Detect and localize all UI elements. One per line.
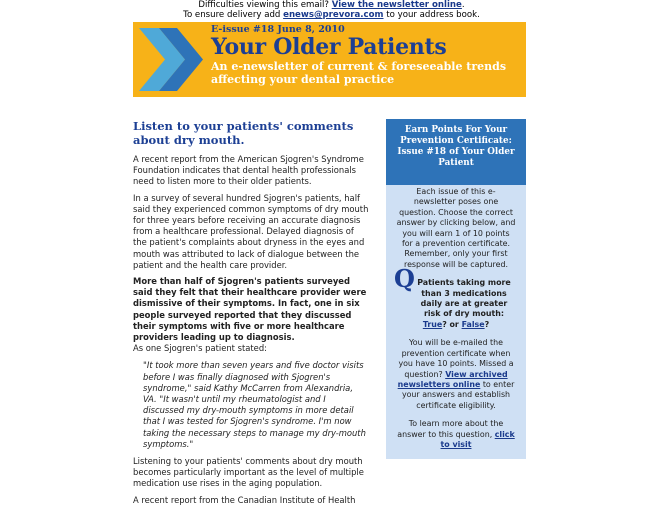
newsletter-subtitle: An e-newsletter of current & foreseeable trends affecting your dental practice: [211, 60, 507, 86]
points-sidebar: [386, 119, 526, 459]
certificate-notice: You will be e-mailed the prevention certificate when you have 10 points. Missed a question? View archived newsletters online to enter your answers and establish certificate eligibility.: [397, 338, 515, 410]
article-paragraph-5: A recent report from the Canadian Institute of Health: [133, 494, 356, 505]
email-preheader: [0, 0, 663, 20]
article: [133, 120, 369, 511]
question-text: Patients taking more than 3 medications daily are at greater risk of dry mouth:: [417, 278, 511, 319]
preheader-line-2: To ensure delivery add enews@prevora.com to your address book.: [183, 10, 480, 20]
question-block: [394, 264, 516, 320]
article-paragraph-4: Listening to your patients' comments about dry mouth becomes particularly important as the level of multiple medication use rises in the aging population.: [133, 456, 364, 489]
article-paragraph-2: In a survey of several hundred Sjogren's patients, half said they experienced common symptoms of dry mouth for three years before receiving an accurate diagnosis from a healthcare professional. Delayed diagnosis of the patient's complaints about dryness in the eyes and mouth was attributed to lack of dialogue between the patient and the health care provider.: [133, 192, 369, 270]
answer-false-link[interactable]: False: [461, 319, 485, 329]
chevron-logo-icon: [133, 22, 209, 97]
article-paragraph-1: A recent report from the American Sjogren's Syndrome Foundation indicates that dental health professionals need to listen more to their older patients.: [133, 154, 364, 187]
answer-true-link[interactable]: True: [422, 319, 443, 329]
sidebar-heading: Earn Points For Your Prevention Certificate: Issue #18 of Your Older Patient: [386, 119, 526, 185]
article-paragraph-3-bold: More than half of Sjogren's patients surveyed said they felt that their healthcare provider were dismissive of their symptoms. In fact, one in six people surveyed reported that they discussed their symptoms with five or more healthcare providers leading up to diagnosis.: [133, 276, 367, 343]
answer-options: True? or False?: [422, 319, 490, 329]
question-letter: Q: [394, 264, 415, 294]
patient-quote: "It took more than seven years and five doctor visits before I was finally diagnosed with Sjogren's syndrome," said Kathy McCarren from Alexandria, VA. "It wasn't until my rheumatologist and I discussed my dry-mouth symptoms in more detail that I was tested for Sjogren's syndrome. I'm now taking the necessary steps to manage my dry-mouth symptoms.": [143, 360, 366, 449]
article-heading: Listen to your patients' comments about dry mouth.: [133, 119, 354, 147]
issue-date: E-issue #18 June 8, 2010: [211, 24, 345, 35]
article-paragraph-3: As one Sjogren's patient stated:: [133, 343, 267, 354]
preheader-line-1: Difficulties viewing this email? View the newsletter online.: [198, 0, 465, 10]
newsletter-title: Your Older Patients: [211, 34, 447, 60]
archived-newsletters-link[interactable]: View archived newsletters online: [397, 369, 508, 389]
sidebar-intro: Each issue of this e-newsletter poses one question. Choose the correct answer by clicking below, and you will earn 1 of 10 points for a prevention certificate. Remember, only your first response will be captured.: [396, 187, 516, 269]
learn-more: To learn more about the answer to this question, click to visit: [397, 419, 515, 449]
newsletter-banner: [133, 22, 526, 97]
email-address-link[interactable]: enews@prevora.com: [283, 10, 384, 20]
click-to-visit-link[interactable]: click to visit: [440, 429, 515, 449]
sidebar-body: [396, 187, 516, 458]
view-online-link[interactable]: View the newsletter online: [331, 0, 462, 10]
